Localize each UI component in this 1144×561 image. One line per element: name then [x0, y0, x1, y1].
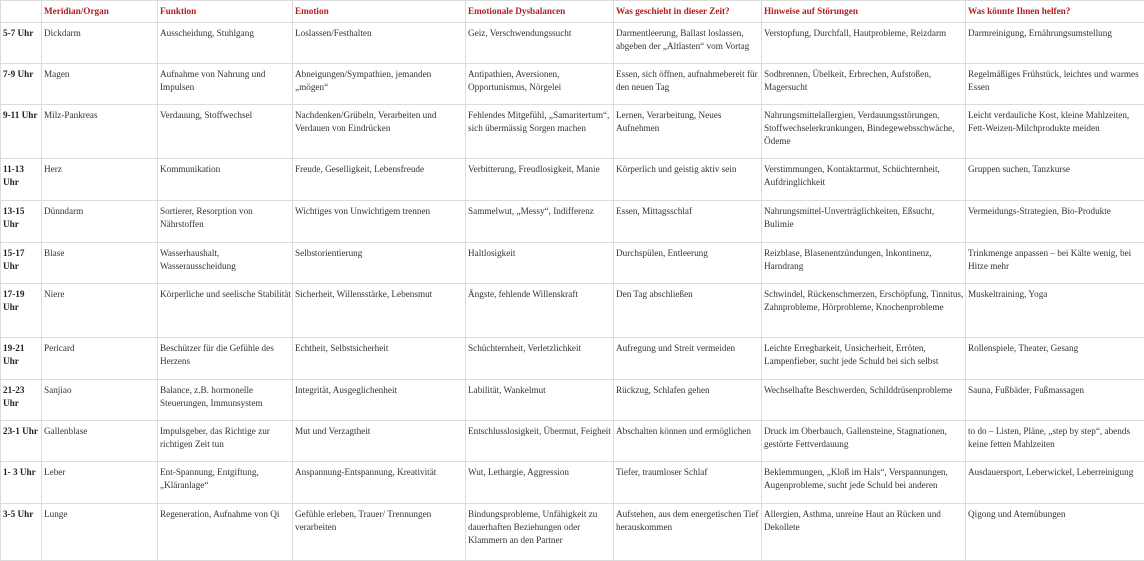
cell-disorders: Nahrungsmittel-Unverträglichkeiten, Eßsucht, Bulimie [762, 201, 966, 243]
cell-dysbalance: Verbitterung, Freudlosigkeit, Manie [466, 159, 614, 201]
cell-function: Wasserhaushalt, Wasserausscheidung [158, 243, 293, 284]
cell-meridian: Dickdarm [42, 23, 158, 64]
cell-function: Beschützer für die Gefühle des Herzens [158, 338, 293, 380]
cell-dysbalance: Entschlusslosigkeit, Übermut, Feigheit [466, 421, 614, 462]
cell-disorders: Schwindel, Rückenschmerzen, Erschöpfung, Tinnitus, Zahnprobleme, Hörprobleme, Knochenprobleme [762, 284, 966, 338]
header-time [1, 1, 42, 23]
cell-time: 15-17 Uhr [1, 243, 42, 284]
header-what-happens: Was geschieht in dieser Zeit? [614, 1, 762, 23]
cell-help: Trinkmenge anpassen – bei Kälte wenig, bei Hitze mehr [966, 243, 1144, 284]
cell-disorders: Verstimmungen, Kontaktarmut, Schüchternheit, Aufdringlichkeit [762, 159, 966, 201]
cell-dysbalance: Geiz, Verschwendungssucht [466, 23, 614, 64]
cell-time: 17-19 Uhr [1, 284, 42, 338]
cell-what-happens: Abschalten können und ermöglichen [614, 421, 762, 462]
cell-time: 7-9 Uhr [1, 64, 42, 105]
cell-help: Qigong und Atemübungen [966, 504, 1144, 561]
cell-time: 1- 3 Uhr [1, 462, 42, 504]
cell-meridian: Milz-Pankreas [42, 105, 158, 159]
cell-disorders: Verstopfung, Durchfall, Hautprobleme, Reizdarm [762, 23, 966, 64]
table-row [1, 64, 1144, 105]
cell-function: Verdauung, Stoffwechsel [158, 105, 293, 159]
cell-help: Rollenspiele, Theater, Gesang [966, 338, 1144, 380]
cell-dysbalance: Fehlendes Mitgefühl, „Samaritertum“, sich übermässig Sorgen machen [466, 105, 614, 159]
cell-disorders: Beklemmungen, „Kloß im Hals“, Verspannungen, Augenprobleme, sucht jede Schuld bei anderen [762, 462, 966, 504]
cell-dysbalance: Schüchternheit, Verletzlichkeit [466, 338, 614, 380]
cell-what-happens: Essen, Mittagsschlaf [614, 201, 762, 243]
cell-what-happens: Essen, sich öffnen, aufnahmebereit für den neuen Tag [614, 64, 762, 105]
header-dysbalance: Emotionale Dysbalancen [466, 1, 614, 23]
cell-what-happens: Lernen, Verarbeitung, Neues Aufnehmen [614, 105, 762, 159]
table-row [1, 380, 1144, 421]
cell-what-happens: Durchspülen, Entleerung [614, 243, 762, 284]
cell-help: Muskeltraining, Yoga [966, 284, 1144, 338]
cell-what-happens: Aufregung und Streit vermeiden [614, 338, 762, 380]
cell-function: Balance, z.B. hormonelle Steuerungen, Immunsystem [158, 380, 293, 421]
cell-time: 5-7 Uhr [1, 23, 42, 64]
cell-dysbalance: Sammelwut, „Messy“, Indifferenz [466, 201, 614, 243]
table-row [1, 159, 1144, 201]
cell-help: Sauna, Fußbäder, Fußmassagen [966, 380, 1144, 421]
cell-disorders: Reizblase, Blasenentzündungen, Inkontinenz, Harndrang [762, 243, 966, 284]
cell-time: 21-23 Uhr [1, 380, 42, 421]
cell-emotion: Selbstorientierung [293, 243, 466, 284]
cell-disorders: Leichte Erregbarkeit, Unsicherheit, Erröten, Lampenfieber, sucht jede Schuld bei sich selbst [762, 338, 966, 380]
table-row [1, 105, 1144, 159]
cell-function: Körperliche und seelische Stabilität [158, 284, 293, 338]
cell-disorders: Allergien, Asthma, unreine Haut an Rücken und Dekollete [762, 504, 966, 561]
cell-meridian: Herz [42, 159, 158, 201]
table-row [1, 201, 1144, 243]
table-row [1, 462, 1144, 504]
cell-disorders: Sodbrennen, Übelkeit, Erbrechen, Aufstoßen, Magersucht [762, 64, 966, 105]
cell-function: Impulsgeber, das Richtige zur richtigen Zeit tun [158, 421, 293, 462]
cell-meridian: Lunge [42, 504, 158, 561]
cell-meridian: Niere [42, 284, 158, 338]
cell-meridian: Blase [42, 243, 158, 284]
cell-meridian: Pericard [42, 338, 158, 380]
cell-time: 19-21 Uhr [1, 338, 42, 380]
cell-emotion: Wichtiges von Unwichtigem trennen [293, 201, 466, 243]
cell-dysbalance: Wut, Lethargie, Aggression [466, 462, 614, 504]
cell-help: Leicht verdauliche Kost, kleine Mahlzeiten, Fett-Weizen-Milchprodukte meiden [966, 105, 1144, 159]
cell-emotion: Nachdenken/Grübeln, Verarbeiten und Verdauen von Eindrücken [293, 105, 466, 159]
cell-help: Regelmäßiges Frühstück, leichtes und warmes Essen [966, 64, 1144, 105]
cell-emotion: Integrität, Ausgeglichenheit [293, 380, 466, 421]
header-help: Was könnte Ihnen helfen? [966, 1, 1144, 23]
cell-disorders: Nahrungsmittelallergien, Verdauungsstörungen, Stoffwechselerkrankungen, Bindegewebsschwäche, Ödeme [762, 105, 966, 159]
cell-what-happens: Körperlich und geistig aktiv sein [614, 159, 762, 201]
cell-function: Sortierer, Resorption von Nährstoffen [158, 201, 293, 243]
cell-what-happens: Den Tag abschließen [614, 284, 762, 338]
cell-what-happens: Darmentleerung, Ballast loslassen, abgeben der „Altlasten“ vom Vortag [614, 23, 762, 64]
cell-help: Vermeidungs-Strategien, Bio-Produkte [966, 201, 1144, 243]
cell-emotion: Gefühle erleben, Trauer/ Trennungen verarbeiten [293, 504, 466, 561]
cell-time: 9-11 Uhr [1, 105, 42, 159]
cell-time: 3-5 Uhr [1, 504, 42, 561]
cell-dysbalance: Bindungsprobleme, Unfähigkeit zu dauerhaften Beziehungen oder Klammern an den Partner [466, 504, 614, 561]
table-row [1, 504, 1144, 561]
cell-what-happens: Aufstehen, aus dem energetischen Tief herauskommen [614, 504, 762, 561]
cell-function: Ausscheidung, Stuhlgang [158, 23, 293, 64]
cell-disorders: Druck im Oberbauch, Gallensteine, Stagnationen, gestörte Fettverdauung [762, 421, 966, 462]
cell-help: Gruppen suchen, Tanzkurse [966, 159, 1144, 201]
table-row [1, 421, 1144, 462]
cell-dysbalance: Labilität, Wankelmut [466, 380, 614, 421]
table-row [1, 243, 1144, 284]
cell-emotion: Mut und Verzagtheit [293, 421, 466, 462]
cell-function: Kommunikation [158, 159, 293, 201]
cell-function: Ent-Spannung, Entgiftung, „Kläranlage“ [158, 462, 293, 504]
table-row [1, 284, 1144, 338]
header-meridian: Meridian/Organ [42, 1, 158, 23]
cell-dysbalance: Haltlosigkeit [466, 243, 614, 284]
table-row [1, 23, 1144, 64]
cell-disorders: Wechselhafte Beschwerden, Schilddrüsenprobleme [762, 380, 966, 421]
cell-emotion: Sicherheit, Willensstärke, Lebensmut [293, 284, 466, 338]
cell-meridian: Leber [42, 462, 158, 504]
cell-emotion: Freude, Geselligkeit, Lebensfreude [293, 159, 466, 201]
cell-emotion: Echtheit, Selbstsicherheit [293, 338, 466, 380]
header-row [1, 1, 1144, 23]
cell-dysbalance: Ängste, fehlende Willenskraft [466, 284, 614, 338]
cell-emotion: Abneigungen/Sympathien, jemanden „mögen“ [293, 64, 466, 105]
header-emotion: Emotion [293, 1, 466, 23]
header-disorders: Hinweise auf Störungen [762, 1, 966, 23]
cell-function: Aufnahme von Nahrung und Impulsen [158, 64, 293, 105]
cell-what-happens: Tiefer, traumloser Schlaf [614, 462, 762, 504]
cell-meridian: Magen [42, 64, 158, 105]
table-row [1, 338, 1144, 380]
cell-time: 13-15 Uhr [1, 201, 42, 243]
cell-function: Regeneration, Aufnahme von Qi [158, 504, 293, 561]
cell-help: Darmreinigung, Ernährungsumstellung [966, 23, 1144, 64]
cell-meridian: Dünndarm [42, 201, 158, 243]
cell-dysbalance: Antipathien, Aversionen, Opportunismus, Nörgelei [466, 64, 614, 105]
cell-emotion: Anspannung-Entspannung, Kreativität [293, 462, 466, 504]
cell-meridian: Gallenblase [42, 421, 158, 462]
cell-time: 11-13 Uhr [1, 159, 42, 201]
cell-help: to do – Listen, Pläne, „step by step“, abends keine fetten Mahlzeiten [966, 421, 1144, 462]
header-function: Funktion [158, 1, 293, 23]
cell-what-happens: Rückzug, Schlafen gehen [614, 380, 762, 421]
cell-time: 23-1 Uhr [1, 421, 42, 462]
cell-emotion: Loslassen/Festhalten [293, 23, 466, 64]
cell-help: Ausdauersport, Leberwickel, Leberreinigung [966, 462, 1144, 504]
cell-meridian: Sanjiao [42, 380, 158, 421]
